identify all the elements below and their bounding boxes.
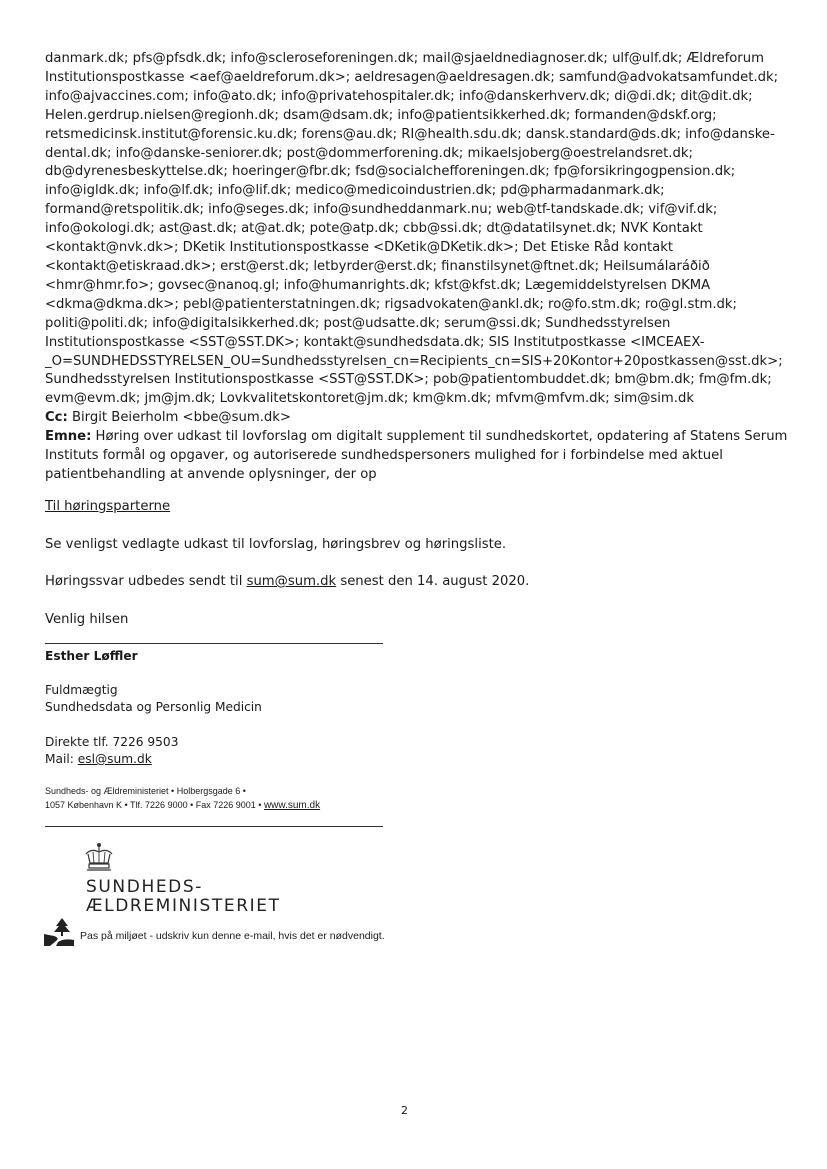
subject-text: Høring over udkast til lovforslag om digitalt supplement til sundhedskortet, opdatering af Statens Serum: [91, 429, 788, 445]
address-text: 1057 København K • Tlf. 7226 9000 • Fax 7226 9001 •: [45, 800, 264, 810]
address-line-1: Sundheds- og Ældreministeriet • Holbergsgade 6 •: [45, 786, 246, 796]
cc-line: [45, 409, 745, 428]
body-paragraph-2: [45, 574, 745, 589]
recipients-line: Institutionspostkasse <SST@SST.DK>; kontakt@sundhedsdata.dk; SIS Institutpostkasse <IMCEAEX-: [45, 334, 705, 350]
divider: [45, 826, 383, 827]
signature-mail: [45, 751, 152, 768]
cc-label: Cc:: [45, 410, 68, 426]
signature-department: Sundhedsdata og Personlig Medicin: [45, 700, 262, 714]
para2-text: Høringssvar udbedes sendt til: [45, 574, 247, 589]
logo-line-1: SUNDHEDS-: [86, 877, 203, 897]
recipients-line: <dkma@dkma.dk>; pebl@patienterstatningen.dk; rigsadvokaten@ankl.dk; ro@fo.stm.dk; ro@gl.stm.dk;: [45, 296, 737, 312]
subject-label: Emne:: [45, 429, 92, 445]
recipients-line: Sundhedsstyrelsen Institutionspostkasse <SST@SST.DK>; pob@patientombuddet.dk; bm@bm.dk; fm@fm.dk;: [45, 372, 772, 388]
recipients-line: danmark.dk; pfs@pfsdk.dk; info@scleroseforeningen.dk; mail@sjaeldnediagnoser.dk; ulf@ulf.dk; Ældreforum: [45, 51, 764, 66]
body-paragraph-1: Se venligst vedlagte udkast til lovforslag, høringsbrev og høringsliste.: [45, 537, 507, 552]
logo-line-2: ÆLDREMINISTERIET: [86, 896, 281, 916]
recipients-line: retsmedicinsk.institut@forensic.ku.dk; forens@au.dk; RI@health.sdu.dk; dansk.standard@ds.dk; info@danske-: [45, 126, 775, 142]
para2-text-after: senest den 14. august 2020.: [336, 574, 530, 589]
subject-line: [45, 428, 788, 447]
mail-link[interactable]: esl@sum.dk: [77, 752, 152, 766]
recipients-line: <hmr@hmr.fo>; govsec@nanoq.gl; info@humanrights.dk; kfst@kfst.dk; Lægemiddelstyrelsen DKMA: [45, 277, 711, 293]
recipients-line: _O=SUNDHEDSSTYRELSEN_OU=Sundhedsstyrelsen_cn=Recipients_cn=SIS+20Kontor+20postkassen@sst.dk>;: [45, 353, 783, 369]
page-number: 2: [401, 1104, 408, 1117]
subject-line: Instituts formål og opgaver, og autoriserede sundhedspersoners mulighed for i forbindelse med aktuel: [45, 448, 723, 464]
cc-value: Birgit Beierholm <bbe@sum.dk>: [67, 410, 291, 426]
address-line-2: [45, 799, 320, 812]
recipients-line: evm@evm.dk; jm@jm.dk; Lovkvalitetskontoret@jm.dk; km@km.dk; mfvm@mfvm.dk; sim@sim.dk: [45, 391, 694, 407]
recipients-line: dental.dk; info@danske-seniorer.dk; post@dommerforening.dk; mikaelsjoberg@oestrelandsret.dk;: [45, 145, 693, 161]
recipients-line: info@okologi.dk; ast@ast.dk; at@at.dk; pote@atp.dk; cbb@ssi.dk; dt@datatilsynet.dk; NVK Kontakt: [45, 221, 703, 237]
tree-road-icon: [44, 918, 74, 946]
mail-label: Mail:: [45, 752, 78, 766]
website-link[interactable]: www.sum.dk: [263, 800, 321, 811]
recipients-line: info@igldk.dk; info@lf.dk; info@lif.dk; medico@medicoindustrien.dk; pd@pharmadanmark.dk;: [45, 183, 665, 199]
recipients-line: info@ajvaccines.com; info@ato.dk; info@privatehospitaler.dk; info@danskerhverv.dk; di@di.dk; dit@dit.dk;: [45, 88, 753, 104]
closing: Venlig hilsen: [45, 612, 129, 627]
recipients-block: [45, 50, 788, 485]
recipients-line: <kontakt@etiskraad.dk>; erst@erst.dk; letbyrder@erst.dk; finanstilsynet@ftnet.dk; Heilsumálaráðið: [45, 258, 710, 274]
email-link[interactable]: sum@sum.dk: [246, 574, 337, 589]
recipients-line: <kontakt@nvk.dk>; DKetik Institutionspostkasse <DKetik@DKetik.dk>; Det Etiske Råd kontakt: [45, 240, 674, 256]
signature-title: Fuldmægtig: [45, 683, 118, 697]
recipients-line: politi@politi.dk; info@digitalsikkerhed.dk; post@udsatte.dk; serum@ssi.dk; Sundhedsstyrelsen: [45, 315, 671, 331]
divider: [45, 643, 383, 644]
environment-note: Pas på miljøet - udskriv kun denne e-mail, hvis det er nødvendigt.: [80, 930, 385, 942]
subject-line: patientbehandling at anvende oplysninger, der op: [45, 466, 377, 482]
recipients-line: db@dyrenesbeskyttelse.dk; hoeringer@fbr.dk; fsd@socialchefforeningen.dk; fp@forsikringogpension.dk;: [45, 164, 736, 180]
crown-icon: [82, 842, 116, 872]
recipients-line: Helen.gerdrup.nielsen@regionh.dk; dsam@dsam.dk; info@patientsikkerhed.dk; formanden@dskf.org;: [45, 107, 717, 123]
signature-name: Esther Løffler: [45, 649, 138, 663]
signature-phone: Direkte tlf. 7226 9503: [45, 735, 179, 749]
recipients-line: formand@retspolitik.dk; info@seges.dk; info@sundheddanmark.nu; web@tf-tandskade.dk; vif@vif.dk;: [45, 202, 718, 218]
recipients-line: Institutionspostkasse <aef@aeldreforum.dk>; aeldresagen@aeldresagen.dk; samfund@advokatsamfundet.dk;: [45, 69, 779, 85]
salutation: Til høringsparterne: [45, 499, 171, 514]
